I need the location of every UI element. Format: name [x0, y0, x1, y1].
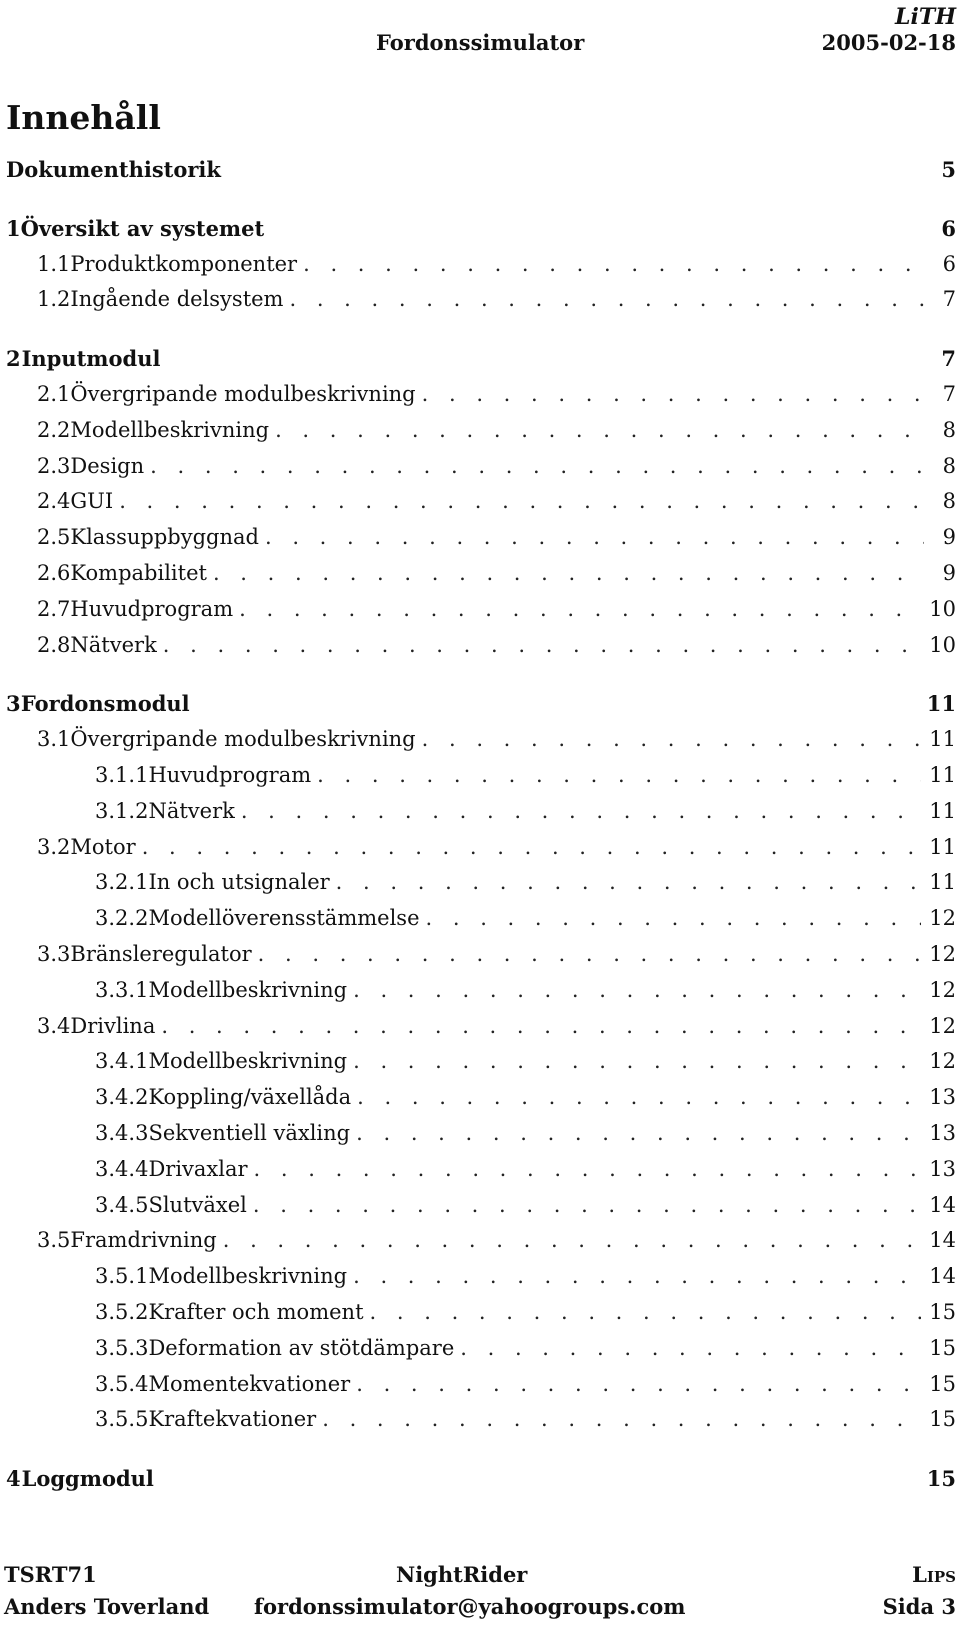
toc-entry-page: 15 — [926, 1466, 956, 1492]
toc-entry-number: 3.5.4 — [95, 1371, 149, 1396]
footer-page-number: Sida 3 — [882, 1594, 956, 1619]
toc-entry-page: 10 — [929, 632, 956, 657]
toc-entry[interactable] — [6, 835, 956, 871]
toc-entry-number: 1.2 — [37, 287, 71, 312]
toc-entry[interactable] — [6, 691, 956, 727]
toc-entry-number: 3.1.1 — [95, 762, 149, 787]
toc-entry[interactable] — [6, 252, 956, 288]
footer-group: NightRider — [396, 1562, 528, 1587]
toc-entry-number: 3.4.3 — [95, 1120, 149, 1145]
toc-dot-leader — [289, 287, 924, 311]
toc-dot-leader — [356, 1372, 921, 1396]
page-footer — [4, 1556, 956, 1626]
toc-entry[interactable] — [6, 1300, 956, 1336]
toc-entry-page: 8 — [942, 417, 956, 442]
toc-entry-number: 3.3.1 — [95, 977, 149, 1002]
toc-entry-number: 1 — [6, 215, 21, 241]
toc-entry-label: Inputmodul — [21, 346, 161, 372]
toc-entry-number: 3.4.2 — [95, 1085, 149, 1110]
toc-entry-number: 3.1.2 — [95, 798, 149, 823]
toc-entry-number: 2.1 — [37, 381, 71, 406]
toc-entry[interactable] — [6, 1372, 956, 1408]
toc-entry-number: 3 — [6, 691, 21, 717]
toc-dot-leader — [303, 252, 924, 276]
toc-entry[interactable] — [6, 727, 956, 763]
toc-entry[interactable] — [6, 1336, 956, 1372]
toc-entry-page: 8 — [942, 453, 956, 478]
toc-entry-page: 11 — [929, 798, 956, 823]
toc-entry-number: 2.7 — [37, 596, 71, 621]
toc-entry-page: 14 — [929, 1192, 956, 1217]
toc-dot-leader — [426, 906, 922, 930]
toc-entry[interactable] — [6, 1121, 956, 1157]
toc-dot-leader — [254, 1157, 922, 1181]
toc-entry-page: 11 — [929, 870, 956, 895]
toc-entry-number: 3.2.1 — [95, 870, 149, 895]
toc-entry-number: 2.5 — [37, 525, 71, 550]
toc-entry-label: Modellbeskrivning — [148, 1264, 348, 1289]
toc-entry-label: Drivlina — [70, 1013, 156, 1038]
toc-entry-number: 3.4.5 — [95, 1192, 149, 1217]
toc-entry-label: Drivaxlar — [148, 1156, 248, 1181]
toc-entry-number: 3.2.2 — [95, 906, 149, 931]
toc-entry-page: 6 — [942, 251, 956, 276]
toc-entry-page: 13 — [929, 1085, 956, 1110]
toc-dot-leader — [422, 382, 924, 406]
toc-dot-leader — [163, 633, 921, 657]
toc-entry-page: 9 — [942, 560, 956, 585]
toc-entry-page: 11 — [929, 762, 956, 787]
toc-dot-leader — [239, 597, 921, 621]
toc-entry[interactable] — [6, 942, 956, 978]
toc-dot-leader — [353, 1049, 921, 1073]
toc-dot-leader — [370, 1300, 922, 1324]
toc-entry[interactable] — [6, 561, 956, 597]
toc-entry[interactable] — [6, 157, 956, 193]
toc-entry-page: 15 — [929, 1371, 956, 1396]
toc-entry-label: Modellöverensstämmelse — [148, 906, 420, 931]
toc-entry-label: In och utsignaler — [148, 870, 330, 895]
toc-entry-label: Design — [70, 453, 145, 478]
toc-entry-number: 3.1 — [37, 727, 71, 752]
toc-content — [6, 98, 956, 1502]
footer-brand: Lips — [912, 1562, 956, 1587]
toc-entry[interactable] — [6, 906, 956, 942]
toc-entry-label: Ingående delsystem — [70, 287, 284, 312]
toc-entry-label: Nätverk — [70, 632, 157, 657]
toc-entry-page: 15 — [929, 1299, 956, 1324]
toc-entry-label: Kompabilitet — [70, 560, 207, 585]
toc-dot-leader — [422, 727, 922, 751]
toc-entry-label: Produktkomponenter — [70, 251, 298, 276]
toc-entry-label: GUI — [70, 489, 114, 514]
toc-entry-page: 11 — [929, 834, 956, 859]
toc-entry[interactable] — [6, 870, 956, 906]
toc-entry-page: 12 — [929, 1049, 956, 1074]
toc-dot-leader — [258, 942, 922, 966]
toc-entry-number: 2.2 — [37, 417, 71, 442]
toc-entry[interactable] — [6, 454, 956, 490]
toc-dot-leader — [253, 1193, 921, 1217]
toc-entry-number: 2.4 — [37, 489, 71, 514]
toc-entry-page: 6 — [941, 215, 956, 241]
toc-entry-page: 7 — [941, 346, 956, 372]
toc-dot-leader — [119, 489, 924, 513]
toc-entry-number: 3.5 — [37, 1228, 71, 1253]
toc-entry-label: Motor — [70, 834, 136, 859]
toc-entry-label: Kraftekvationer — [148, 1407, 317, 1432]
toc-entry-label: Loggmodul — [21, 1466, 154, 1492]
toc-entry-page: 12 — [929, 941, 956, 966]
toc-dot-leader — [357, 1085, 921, 1109]
footer-author: Anders Toverland — [4, 1594, 210, 1619]
toc-entry-number: 3.4.1 — [95, 1049, 149, 1074]
toc-dot-leader — [322, 1407, 921, 1431]
toc-entry[interactable] — [6, 1014, 956, 1050]
toc-dot-leader — [213, 561, 924, 585]
toc-entry-page: 9 — [942, 525, 956, 550]
page-header — [4, 0, 956, 60]
toc-entry-number: 3.5.1 — [95, 1264, 149, 1289]
toc-entry[interactable] — [6, 1049, 956, 1085]
toc-entry-label: Modellbeskrivning — [148, 1049, 348, 1074]
toc-entry-number: 3.5.2 — [95, 1299, 149, 1324]
toc-entry-number: 3.4.4 — [95, 1156, 149, 1181]
toc-entry[interactable] — [6, 1264, 956, 1300]
toc-dot-leader — [142, 835, 922, 859]
toc-entry-label: Modellbeskrivning — [148, 977, 348, 1002]
toc-entry-number: 2 — [6, 346, 21, 372]
toc-entry-label: Deformation av stötdämpare — [148, 1335, 455, 1360]
toc-entry[interactable] — [6, 1466, 956, 1502]
toc-dot-leader — [150, 454, 924, 478]
toc-entry[interactable] — [6, 763, 956, 799]
toc-entry-label: Klassuppbyggnad — [70, 525, 259, 550]
toc-entry-label: Övergripande modulbeskrivning — [70, 381, 416, 406]
toc-entry[interactable] — [6, 346, 956, 382]
toc-entry[interactable] — [6, 418, 956, 454]
toc-entry[interactable] — [6, 1085, 956, 1121]
toc-entry-label: Bränsleregulator — [70, 941, 252, 966]
toc-entry-page: 13 — [929, 1120, 956, 1145]
toc-entry-label: Huvudprogram — [70, 596, 234, 621]
toc-entry-page: 5 — [941, 157, 956, 182]
toc-dot-leader — [241, 799, 921, 823]
toc-entry-page: 11 — [926, 691, 956, 717]
toc-entry[interactable] — [6, 1228, 956, 1264]
header-date: 2005-02-18 — [821, 30, 956, 55]
toc-entry[interactable] — [6, 597, 956, 633]
toc-entry-label: Koppling/växellåda — [148, 1085, 352, 1110]
toc-dot-leader — [161, 1014, 921, 1038]
toc-entry[interactable] — [6, 216, 956, 252]
table-of-contents — [6, 157, 956, 1502]
toc-dot-leader — [353, 978, 921, 1002]
toc-entry[interactable] — [6, 1157, 956, 1193]
toc-dot-leader — [353, 1264, 921, 1288]
toc-entry-label: Modellbeskrivning — [70, 417, 270, 442]
toc-entry[interactable] — [6, 489, 956, 525]
toc-entry-page: 12 — [929, 977, 956, 1002]
toc-entry-label: Sekventiell växling — [148, 1120, 351, 1145]
toc-entry-page: 14 — [929, 1228, 956, 1253]
toc-entry-label: Översikt av systemet — [20, 215, 265, 241]
toc-entry-page: 11 — [929, 727, 956, 752]
toc-entry-number: 3.4 — [37, 1013, 71, 1038]
toc-entry[interactable] — [6, 799, 956, 835]
toc-entry-page: 12 — [929, 1013, 956, 1038]
toc-dot-leader — [356, 1121, 921, 1145]
toc-entry-page: 8 — [942, 489, 956, 514]
toc-entry-page: 15 — [929, 1407, 956, 1432]
toc-dot-leader — [336, 870, 922, 894]
toc-entry-label: Dokumenthistorik — [6, 157, 221, 182]
toc-entry-label: Fordonsmodul — [20, 691, 190, 717]
toc-entry-page: 12 — [929, 906, 956, 931]
toc-dot-leader — [275, 418, 924, 442]
header-title: Fordonssimulator — [376, 30, 585, 55]
toc-entry-number: 2.8 — [37, 632, 71, 657]
toc-entry-label: Krafter och moment — [148, 1299, 364, 1324]
toc-entry-label: Slutväxel — [148, 1192, 247, 1217]
toc-entry-page: 7 — [942, 287, 956, 312]
header-institution: LiTH — [895, 4, 956, 30]
toc-entry-label: Övergripande modulbeskrivning — [70, 727, 416, 752]
toc-entry[interactable] — [6, 1193, 956, 1229]
toc-dot-leader — [265, 525, 924, 549]
toc-entry-page: 14 — [929, 1264, 956, 1289]
toc-dot-leader — [460, 1336, 921, 1360]
toc-entry-page: 13 — [929, 1156, 956, 1181]
toc-dot-leader — [317, 763, 921, 787]
toc-entry-page: 15 — [929, 1335, 956, 1360]
footer-email: fordonssimulator@yahoogroups.com — [254, 1594, 686, 1619]
toc-entry[interactable] — [6, 525, 956, 561]
toc-entry-label: Framdrivning — [70, 1228, 217, 1253]
toc-entry-number: 1.1 — [37, 251, 71, 276]
toc-entry-number: 3.5.3 — [95, 1335, 149, 1360]
toc-entry-label: Nätverk — [148, 798, 235, 823]
toc-entry-label: Huvudprogram — [148, 762, 312, 787]
toc-dot-leader — [223, 1228, 922, 1252]
toc-entry[interactable] — [6, 633, 956, 669]
toc-entry-number: 4 — [6, 1466, 21, 1492]
page-title: Innehåll — [6, 98, 161, 137]
toc-entry-page: 7 — [942, 381, 956, 406]
toc-entry[interactable] — [6, 978, 956, 1014]
footer-course: TSRT71 — [4, 1562, 97, 1587]
toc-entry[interactable] — [6, 1407, 956, 1443]
toc-entry-number: 3.2 — [37, 834, 71, 859]
toc-entry-number: 2.6 — [37, 560, 71, 585]
toc-entry-number: 2.3 — [37, 453, 71, 478]
toc-entry[interactable] — [6, 382, 956, 418]
toc-entry-label: Momentekvationer — [148, 1371, 351, 1396]
toc-entry-page: 10 — [929, 596, 956, 621]
toc-entry-number: 3.5.5 — [95, 1407, 149, 1432]
toc-entry-number: 3.3 — [37, 941, 71, 966]
toc-entry[interactable] — [6, 287, 956, 323]
